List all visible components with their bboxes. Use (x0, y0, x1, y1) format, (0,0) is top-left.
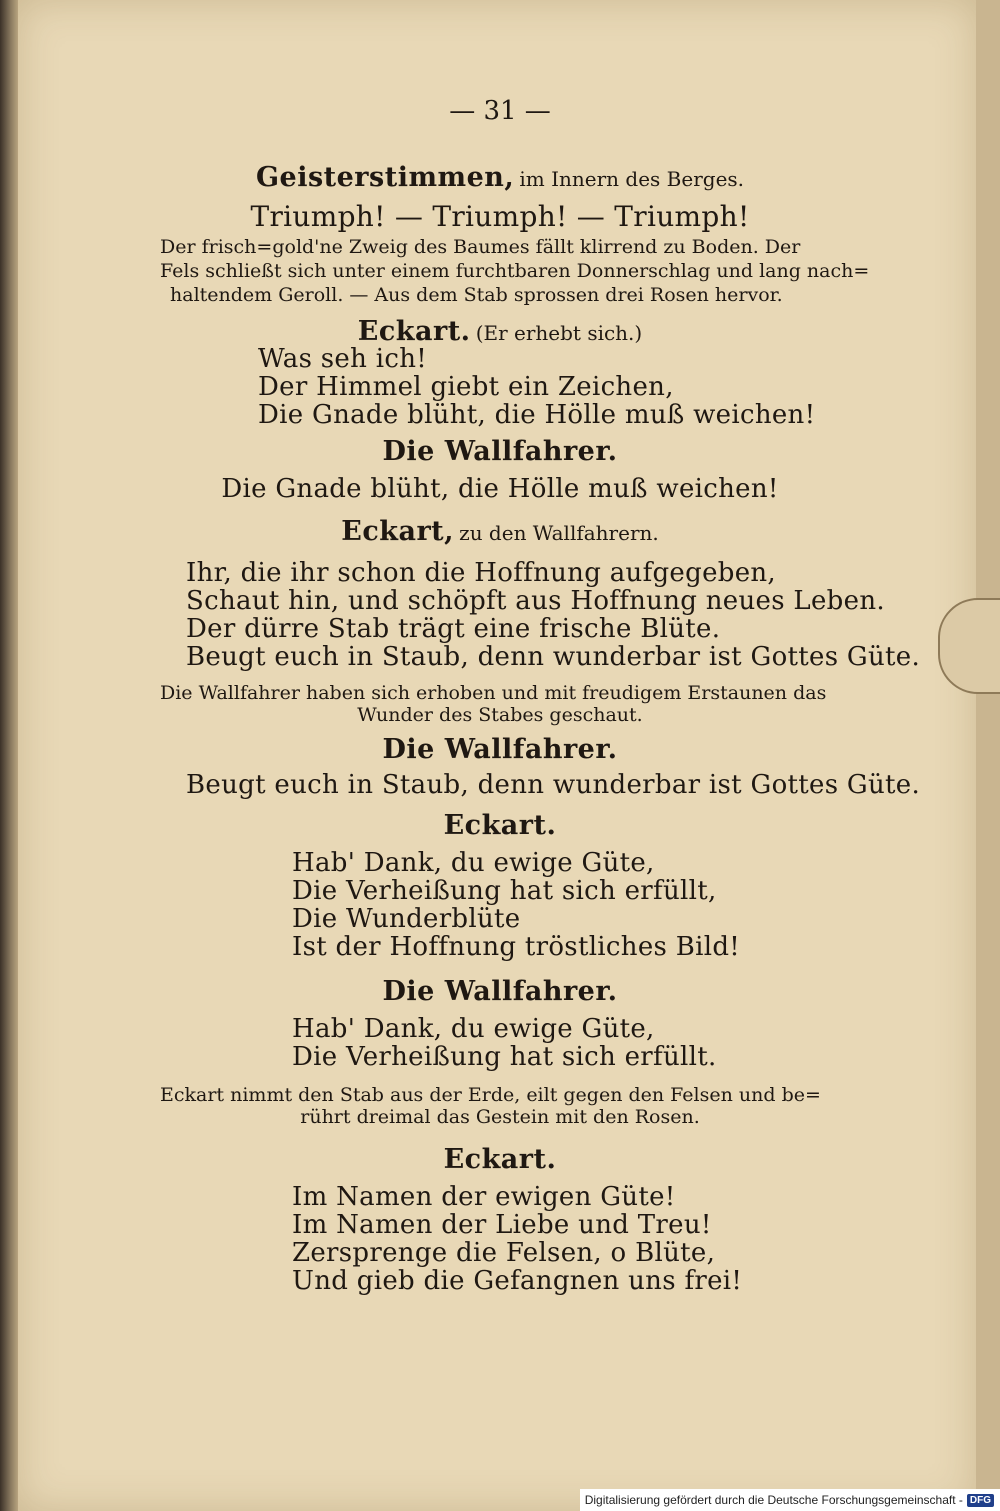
page-clip-tab (938, 598, 1000, 694)
verse-line: Die Verheißung hat sich erfüllt, (292, 876, 717, 906)
stage-direction-line: Wunder des Stabes geschaut. (357, 704, 643, 726)
funding-notice: Digitalisierung gefördert durch die Deutsche Forschungsgemeinschaft - (584, 1493, 963, 1507)
verse-line: Triumph! — Triumph! — Triumph! (250, 200, 750, 233)
speaker-heading (150, 316, 850, 347)
verse-line: Der dürre Stab trägt eine frische Blüte. (186, 614, 721, 644)
speaker-name: Eckart. (443, 810, 557, 841)
dfg-logo: DFG (967, 1494, 994, 1507)
stage-direction-line: Eckart nimmt den Stab aus der Erde, eilt gegen den Felsen und be= (160, 1084, 821, 1106)
page-number: — 31 — (449, 96, 551, 126)
verse-line: Im Namen der ewigen Güte! (292, 1182, 676, 1212)
verse-line: Die Gnade blüht, die Hölle muß weichen! (258, 400, 816, 430)
verse-line: Der Himmel giebt ein Zeichen, (258, 372, 674, 402)
verse-line: Hab' Dank, du ewige Güte, (292, 848, 655, 878)
verse-line: Die Wunderblüte (292, 904, 521, 934)
verse-line: Zersprenge die Felsen, o Blüte, (292, 1238, 716, 1268)
verse-line: Die Gnade blüht, die Hölle muß weichen! (221, 474, 779, 504)
speaker-heading (150, 516, 850, 547)
verse-line: Beugt euch in Staub, denn wunderbar ist Gottes Güte. (186, 642, 921, 672)
speaker-name: Eckart, (341, 516, 455, 547)
speaker-note: im Innern des Berges. (519, 167, 745, 191)
verse-line: Ist der Hoffnung tröstliches Bild! (292, 932, 741, 962)
stage-direction-line: rührt dreimal das Gestein mit den Rosen. (300, 1106, 700, 1128)
verse-line: Ihr, die ihr schon die Hoffnung aufgegeben, (186, 558, 776, 588)
verse-line: Hab' Dank, du ewige Güte, (292, 1014, 655, 1044)
book-spine-edge (0, 0, 18, 1511)
speaker-name: Geisterstimmen, (255, 162, 515, 193)
verse-line: Schaut hin, und schöpft aus Hoffnung neues Leben. (186, 586, 885, 616)
speaker-heading (150, 162, 850, 193)
speaker-name: Die Wallfahrer. (382, 976, 618, 1007)
verse-line: Was seh ich! (258, 344, 427, 374)
speaker-name: Die Wallfahrer. (382, 734, 618, 765)
stage-direction-line: Die Wallfahrer haben sich erhoben und mit freudigem Erstaunen das (160, 682, 827, 704)
digitization-footer (580, 1489, 1000, 1511)
speaker-note: zu den Wallfahrern. (459, 521, 659, 545)
speaker-name: Die Wallfahrer. (382, 436, 618, 467)
verse-line: Im Namen der Liebe und Treu! (292, 1210, 712, 1240)
verse-line: Und gieb die Gefangnen uns frei! (292, 1266, 743, 1296)
stage-direction-line: Fels schließt sich unter einem furchtbaren Donnerschlag und lang nach= (160, 260, 870, 282)
verse-line: Beugt euch in Staub, denn wunderbar ist Gottes Güte. (186, 770, 921, 800)
speaker-note: (Er erhebt sich.) (475, 321, 643, 345)
speaker-name: Eckart. (357, 316, 471, 347)
stage-direction-line: Der frisch=gold'ne Zweig des Baumes fällt klirrend zu Boden. Der (160, 236, 801, 258)
stage-direction-line: haltendem Geroll. — Aus dem Stab sprossen drei Rosen hervor. (170, 284, 783, 306)
verse-line: Die Verheißung hat sich erfüllt. (292, 1042, 717, 1072)
speaker-name: Eckart. (443, 1144, 557, 1175)
